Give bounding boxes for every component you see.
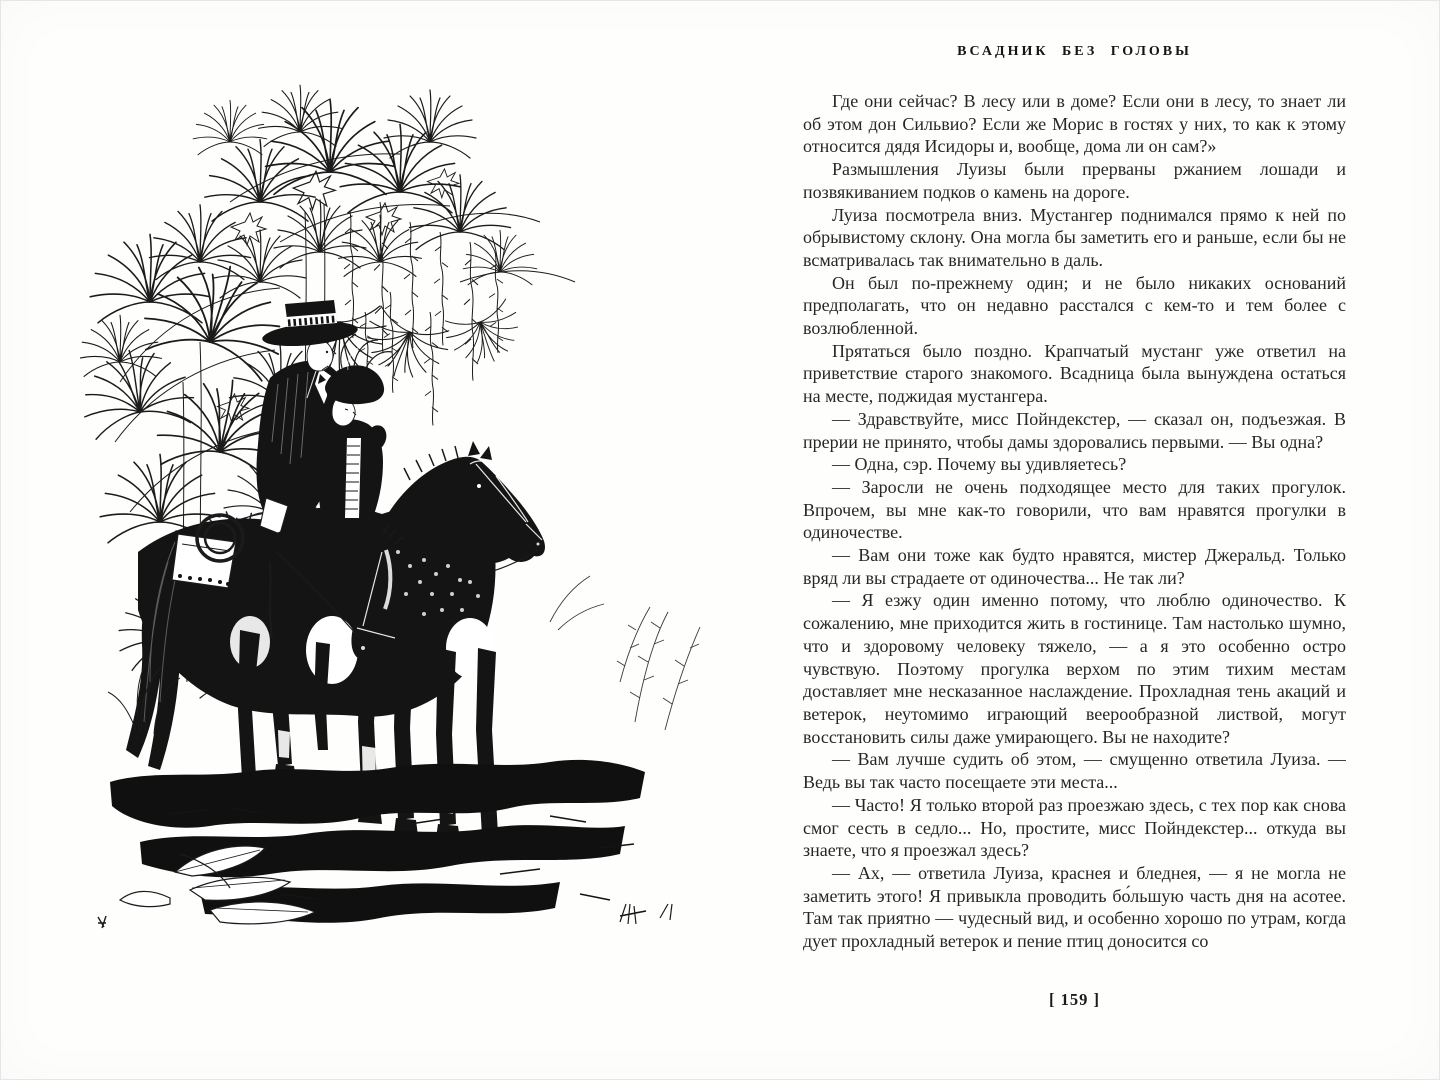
artist-mark xyxy=(98,916,106,928)
paragraph: — Заросли не очень подходящее место для таких прогулок. Впрочем, вы мне как-то говорили, что вам нравятся прогулки в одиночестве. xyxy=(803,476,1346,543)
paragraph: — Здравствуйте, мисс Пойндекстер, — сказал он, подъезжая. В прерии не принято, чтобы дамы здоровались первыми. — Вы одна? xyxy=(803,408,1346,452)
ferns xyxy=(550,576,700,730)
illustration xyxy=(80,82,705,957)
paragraph: Он был по-прежнему один; и не было никаких оснований предполагать, что он недавно расстался с кем-то и тем более с возлюбленной. xyxy=(803,272,1346,339)
paragraph: — Вам они тоже как будто нравятся, мистер Джеральд. Только вряд ли вы страдаете от одиночества... Не так ли? xyxy=(803,545,1346,588)
paragraph: Луиза посмотрела вниз. Мустангер поднимался прямо к ней по обрывистому склону. Она могла бы заметить его и раньше, если бы не всматривалась так внимательно в даль. xyxy=(803,204,1346,270)
page-number: [ 159 ] xyxy=(1049,990,1100,1009)
body-text xyxy=(803,90,1346,982)
paragraph: — Часто! Я только второй раз проезжаю здесь, с тех пор как снова смог сесть в седло... Но, простите, мисс Пойндекстер... откуда вы знаете, что я проезжал здесь? xyxy=(803,794,1346,861)
paragraph: — Вам лучше судить об этом, — смущенно ответила Луиза. — Ведь вы так часто посещаете эти места... xyxy=(803,749,1346,793)
right-page xyxy=(720,0,1440,1080)
paragraph: Размышления Луизы были прерваны ржанием лошади и позвякиванием подков о камень на дороге. xyxy=(803,159,1346,202)
running-head: ВСАДНИК БЕЗ ГОЛОВЫ xyxy=(957,44,1192,59)
ground xyxy=(110,760,645,923)
paragraph: — Одна, сэр. Почему вы удивляетесь? xyxy=(832,454,1127,475)
paragraph: Где они сейчас? В лесу или в доме? Если они в лесу, то знает ли об этом дон Сильвио? Если же Морис в гостях у них, то как к этому относится дядя Исидоры и, вообще, дома ли он сам?» xyxy=(803,91,1346,157)
paragraph: — Я езжу один именно потому, что люблю одиночество. К сожалению, мне приходится жить в гостинице. Там настолько шумно, что и здоровому человеку тяжело, — а я это особенно остро чувствую. Поэтому прогулка верхом по этим тихим местам доставляет мне несказанное наслаждение. Прохладная тень акаций и ветерок, неутомимо играющий веерообразной листвой, могут восстановить силы даже умирающего. Вы не находите? xyxy=(803,590,1346,747)
paragraph: — Ах, — ответила Луиза, краснея и бледнея, — я не могла не заметить этого! Я привыкла проводить бо́льшую часть дня на асотее. Там так приятно — чудесный вид, и особенно хорошо по утрам, когда дует прохладный ветерок и пение птиц доносится со xyxy=(803,862,1346,952)
paragraph: Прятаться было поздно. Крапчатый мустанг уже ответил на приветствие старого знакомого. Всадница была вынуждена остаться на месте, поджидая мустангера. xyxy=(803,340,1346,407)
illustration-drawing xyxy=(80,82,705,957)
